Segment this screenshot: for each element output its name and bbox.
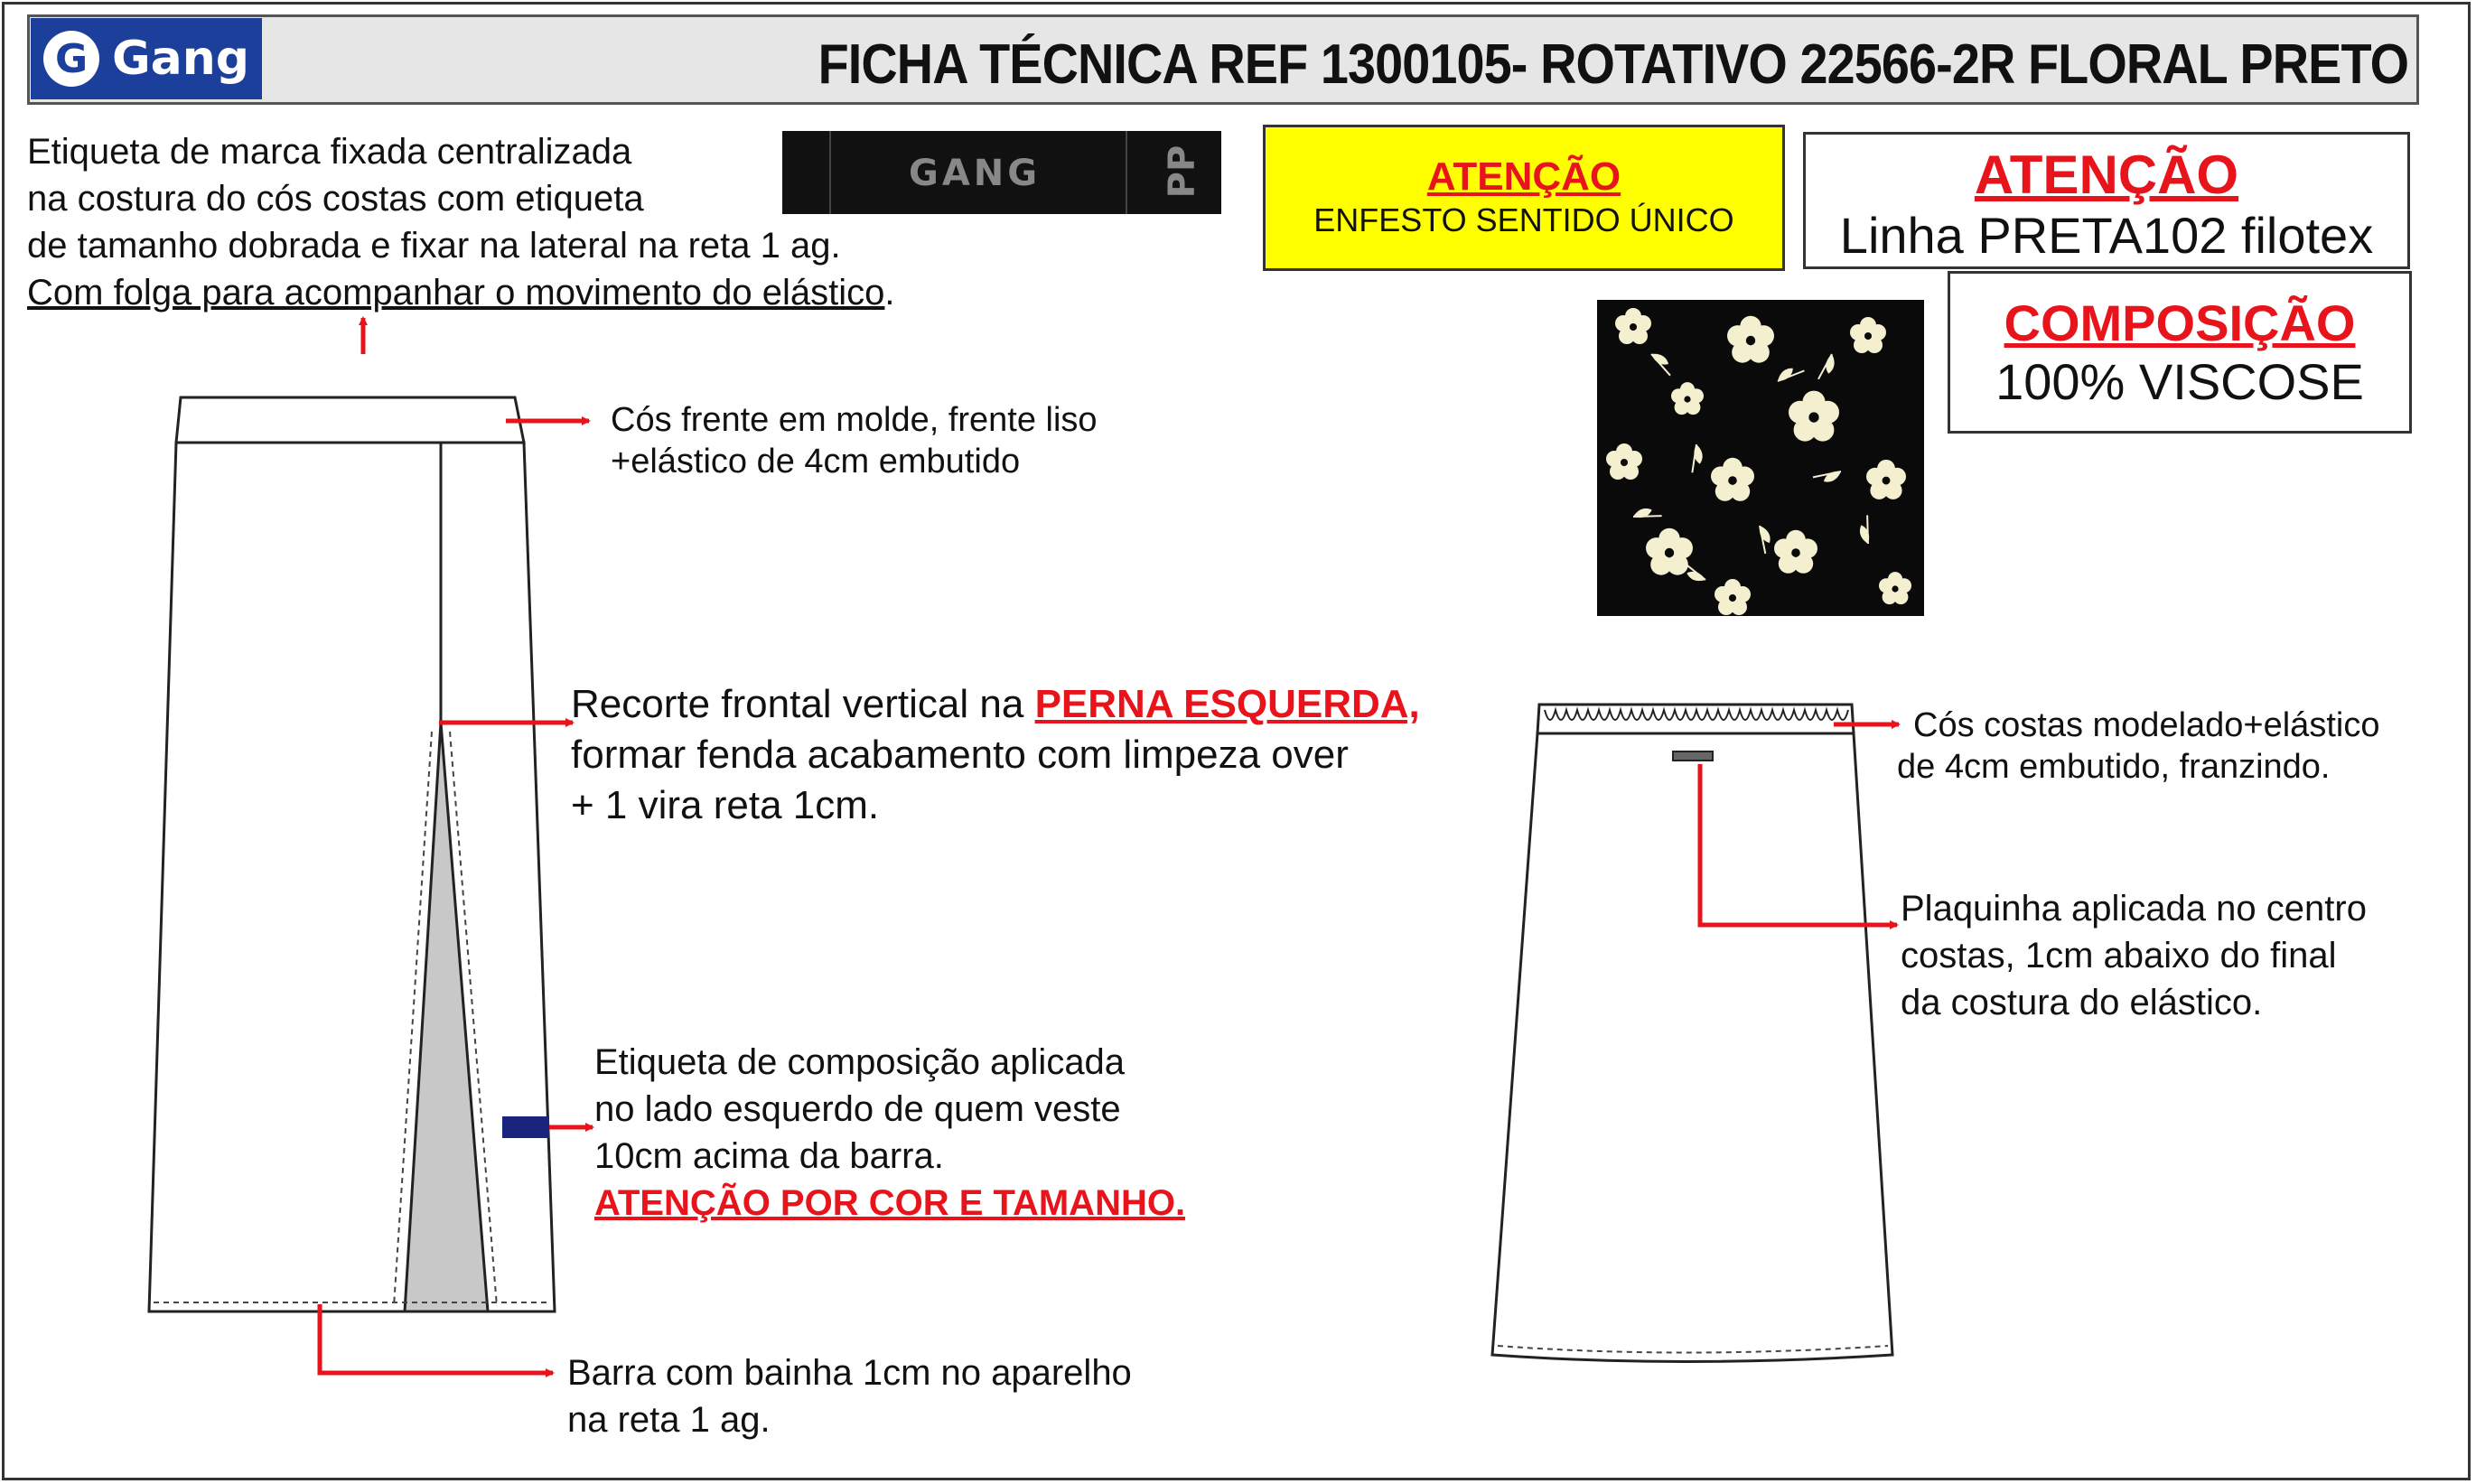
front-cut-line-3: + 1 vira reta 1cm. — [571, 783, 880, 827]
composition-label-warning-end: . — [1174, 1183, 1186, 1223]
brand-label-line-2: na costura do cós costas com etiqueta — [27, 179, 644, 219]
back-skirt-body — [1492, 733, 1892, 1362]
back-plate-line-3: da costura do elástico. — [1901, 983, 2263, 1022]
attention-spread-text: ENFESTO SENTIDO ÚNICO — [1313, 201, 1734, 238]
back-waist-line-1: Cós costas modelado+elástico — [1913, 706, 2380, 744]
back-waist-line-2: de 4cm embutido, franzindo. — [1897, 748, 2331, 786]
front-skirt-body — [149, 443, 555, 1311]
brand-logo-icon: G — [43, 31, 99, 87]
front-cut-line-1-highlight: PERNA ESQUERDA, — [1034, 682, 1420, 726]
front-waist-line-1: Cós frente em molde, frente liso — [611, 401, 1098, 439]
composition-label-line-2: no lado esquerdo de quem veste — [594, 1089, 1121, 1129]
page-title: FICHA TÉCNICA REF 1300105- ROTATIVO 22566-2R FLORAL PRETO — [818, 33, 2408, 96]
front-cut-line-1 — [571, 679, 1420, 730]
composition-label-note — [594, 1039, 1185, 1227]
brand-label-line-1: Etiqueta de marca fixada centralizada — [27, 132, 632, 172]
back-plate-note — [1901, 885, 2367, 1026]
composition-heading: COMPOSIÇÃO — [2004, 294, 2356, 351]
composition-label-mark — [502, 1116, 549, 1138]
brand-label-line-4-end: . — [884, 273, 895, 313]
back-plate-line-1: Plaquinha aplicada no centro — [1901, 889, 2367, 929]
composition-label-line-4 — [594, 1180, 1185, 1227]
front-cut-note — [571, 679, 1420, 831]
hem-line-2: na reta 1 ag. — [567, 1400, 771, 1440]
front-waistband — [176, 397, 524, 443]
label-size-text: PP — [1161, 145, 1203, 199]
arrow-hem — [320, 1304, 553, 1373]
label-brand-text: GANG — [909, 153, 1042, 194]
composition-label-line-3: 10cm acima da barra. — [594, 1136, 944, 1176]
back-plate-line-2: costas, 1cm abaixo do final — [1901, 936, 2337, 975]
attention-thread-heading: ATENÇÃO — [1974, 145, 2239, 205]
composition-text: 100% VISCOSE — [1995, 353, 2364, 410]
composition-label-line-1: Etiqueta de composição aplicada — [594, 1042, 1126, 1082]
front-cut-line-1-text: Recorte frontal vertical na — [571, 682, 1035, 726]
attention-thread-text: Linha PRETA102 filotex — [1839, 207, 2374, 264]
composition-label-warning: ATENÇÃO POR COR E TAMANHO — [594, 1183, 1175, 1223]
back-waist-note — [1897, 705, 2379, 788]
brand-label-line-4-text: Com folga para acompanhar o movimento do elástico — [27, 273, 885, 313]
back-skirt-drawing — [1492, 705, 1892, 1362]
brand-name: Gang — [112, 32, 250, 86]
hem-line-1: Barra com bainha 1cm no aparelho — [567, 1353, 1132, 1393]
back-plate — [1673, 751, 1713, 761]
hem-note — [567, 1349, 1132, 1443]
front-cut-line-2: formar fenda acabamento com limpeza over — [571, 733, 1349, 777]
front-waist-line-2: +elástico de 4cm embutido — [611, 443, 1021, 481]
front-skirt-drawing — [149, 397, 555, 1311]
front-waist-note — [611, 399, 1098, 482]
brand-label-line-3: de tamanho dobrada e fixar na lateral na reta 1 ag. — [27, 226, 841, 266]
attention-spread-heading: ATENÇÃO — [1426, 154, 1621, 199]
